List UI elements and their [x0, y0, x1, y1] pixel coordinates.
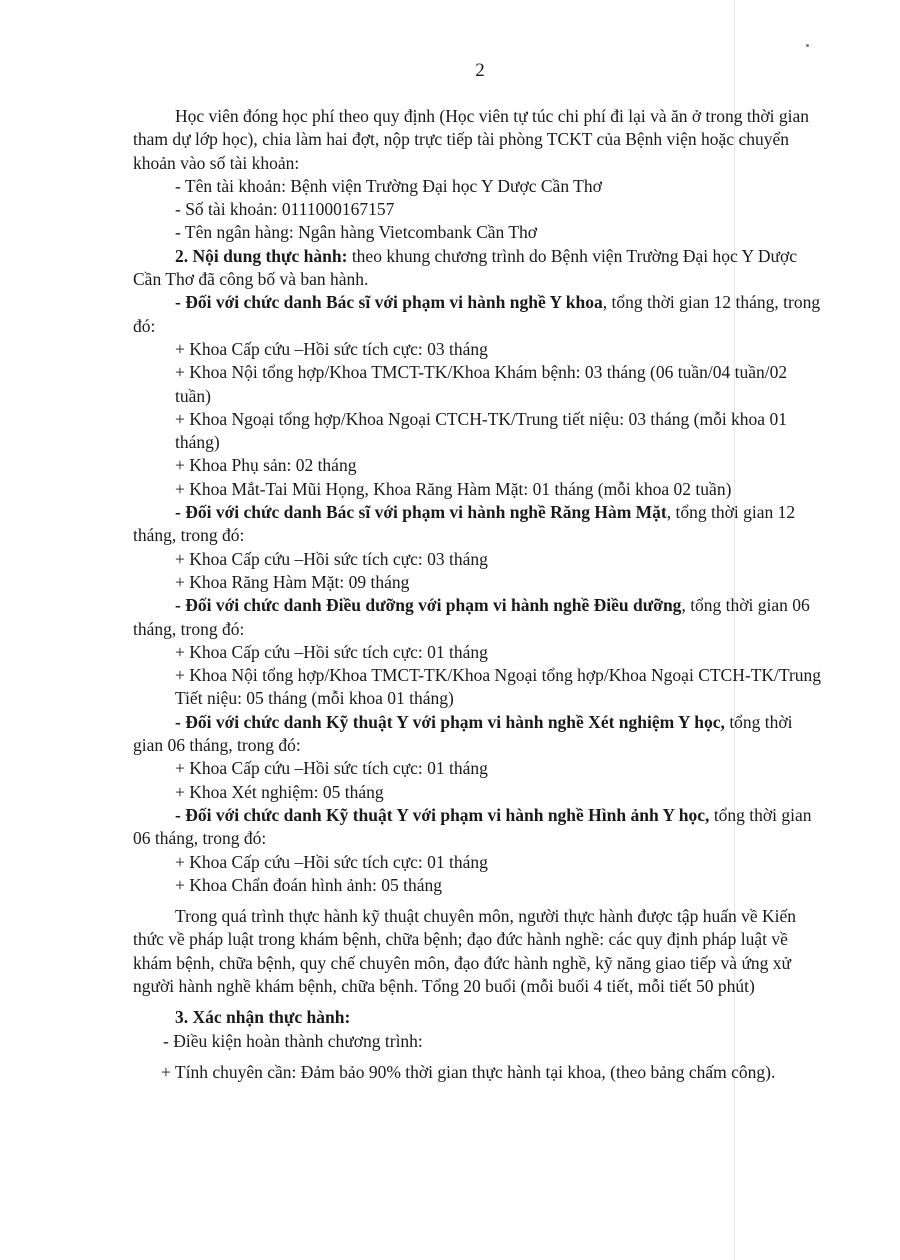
list-item: + Khoa Cấp cứu –Hồi sức tích cực: 03 tháng	[175, 548, 488, 569]
section-2-heading: 2. Nội dung thực hành:	[175, 245, 348, 266]
group-title: - Đối với chức danh Kỹ thuật Y với phạm vi hành nghề Xét nghiệm Y học,	[175, 711, 725, 732]
scan-speck	[806, 44, 809, 47]
fee-intro-paragraph: Học viên đóng học phí theo quy định (Học viên tự túc chi phí đi lại và ăn ở trong thời gian tham dự lớp học), chia làm hai đợt, nộp trực tiếp tài phòng TCKT của Bệnh viện hoặc chuyển khoản vào số tài khoản:	[133, 106, 810, 173]
list-item: + Khoa Cấp cứu –Hồi sức tích cực: 01 tháng	[175, 758, 488, 779]
group-doctor-dental-heading	[133, 501, 823, 548]
account-number-line: - Số tài khoản: 0111000167157	[175, 199, 395, 220]
list-item: + Khoa Phụ sản: 02 tháng	[175, 455, 357, 476]
group-title: - Đối với chức danh Bác sĩ với phạm vi hành nghề Răng Hàm Mặt	[175, 502, 667, 523]
section-3-heading: 3. Xác nhận thực hành:	[175, 1007, 351, 1028]
list-item: + Khoa Xét nghiệm: 05 tháng	[175, 781, 384, 802]
group-nursing-heading	[133, 594, 823, 641]
group-duration: , tổng thời gian 12 tháng, trong đó:	[133, 292, 821, 336]
training-paragraph: Trong quá trình thực hành kỹ thuật chuyên môn, người thực hành được tập huấn về Kiến thức về pháp luật trong khám bệnh, chữa bệnh; đạo đức hành nghề: các quy định pháp luật về khám bệnh, chữa bệnh, quy chế chuyên môn, đạo đức hành nghề, kỹ năng giao tiếp và ứng xử người hành nghề khám bệnh, chữa bệnh. Tổng 20 buổi (mỗi buổi 4 tiết, mỗi tiết 50 phút)	[133, 906, 797, 996]
group-title: - Đối với chức danh Kỹ thuật Y với phạm vi hành nghề Hình ảnh Y học,	[175, 804, 710, 825]
section-2-paragraph	[133, 245, 823, 292]
group-imaging-tech-heading	[133, 804, 823, 851]
attendance-requirement: + Tính chuyên cần: Đảm bảo 90% thời gian thực hành tại khoa, (theo bảng chấm công).	[161, 1061, 776, 1082]
list-item: + Khoa Nội tổng hợp/Khoa TMCT-TK/Khoa Khám bệnh: 03 tháng (06 tuần/04 tuần/02 tuần)	[175, 362, 788, 406]
account-name-line: - Tên tài khoản: Bệnh viện Trường Đại học Y Dược Cần Thơ	[175, 175, 602, 196]
page-number: 2	[475, 60, 485, 81]
completion-condition: - Điều kiện hoàn thành chương trình:	[163, 1030, 423, 1051]
list-item: + Khoa Cấp cứu –Hồi sức tích cực: 01 tháng	[175, 641, 488, 662]
group-title: - Đối với chức danh Điều dưỡng với phạm vi hành nghề Điều dưỡng	[175, 595, 682, 616]
section-2-text: theo khung chương trình do Bệnh viện Trường Đại học Y Dược Cần Thơ đã công bố và ban hành.	[133, 245, 798, 290]
group-doctor-medicine-heading	[133, 291, 823, 338]
list-item: + Khoa Ngoại tổng hợp/Khoa Ngoại CTCH-TK/Trung tiết niệu: 03 tháng (mỗi khoa 01 tháng)	[175, 408, 787, 453]
document-body	[133, 105, 823, 1084]
list-item: + Khoa Cấp cứu –Hồi sức tích cực: 01 tháng	[175, 851, 488, 872]
list-item: + Khoa Chẩn đoán hình ảnh: 05 tháng	[175, 874, 442, 895]
group-duration: tổng thời gian 06 tháng, trong đó:	[133, 804, 812, 849]
group-lab-tech-heading	[133, 711, 823, 758]
bank-name-line: - Tên ngân hàng: Ngân hàng Vietcombank Cần Thơ	[175, 222, 538, 243]
list-item: + Khoa Mắt-Tai Mũi Họng, Khoa Răng Hàm Mặt: 01 tháng (mỗi khoa 02 tuần)	[175, 478, 732, 499]
list-item: + Khoa Răng Hàm Mặt: 09 tháng	[175, 571, 410, 592]
list-item: + Khoa Nội tổng hợp/Khoa TMCT-TK/Khoa Ngoại tổng hợp/Khoa Ngoại CTCH-TK/Trung Tiết niệu: 05 tháng (mỗi khoa 01 tháng)	[175, 665, 822, 709]
list-item: + Khoa Cấp cứu –Hồi sức tích cực: 03 tháng	[175, 338, 488, 359]
group-duration: tổng thời gian 06 tháng, trong đó:	[133, 711, 793, 756]
group-duration: , tổng thời gian 12 tháng, trong đó:	[133, 502, 796, 546]
group-duration: , tổng thời gian 06 tháng, trong đó:	[133, 595, 810, 639]
group-title: - Đối với chức danh Bác sĩ với phạm vi hành nghề Y khoa	[175, 292, 603, 313]
